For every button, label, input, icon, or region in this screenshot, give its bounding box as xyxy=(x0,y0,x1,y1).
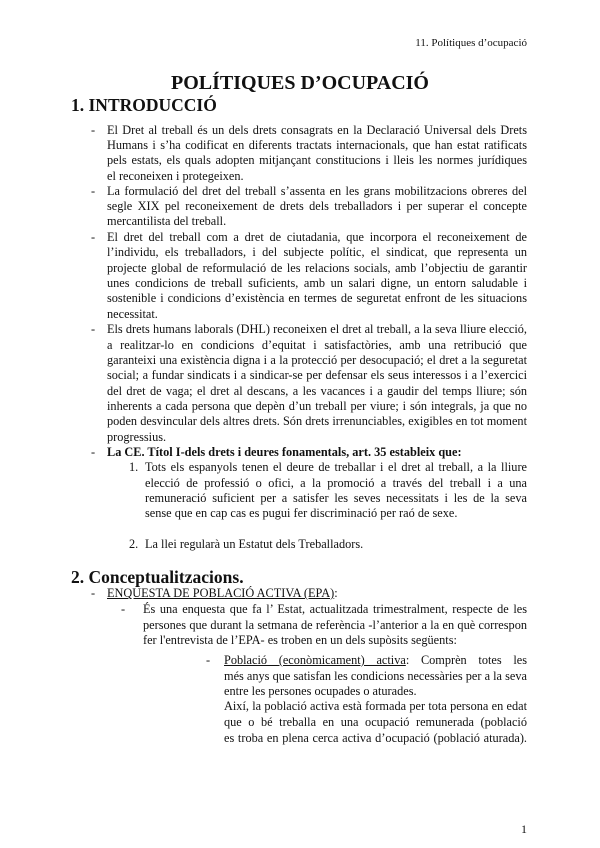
colon: : xyxy=(334,586,338,600)
text-line: projecte global de reformulació de les relacions socials, amb l’objectiu de garantir xyxy=(107,261,527,275)
running-header: 11. Polítiques d’ocupació xyxy=(415,37,527,49)
poblacio-activa-term: Població (econòmicament) activa xyxy=(224,653,406,667)
text-line: l’individu, els treballadors, i del subjecte polític, el sindicat, que representa un xyxy=(107,245,527,259)
text-line: sostenible i condicions d’existència en termes de seguretat enfront de les situacions xyxy=(107,291,527,305)
bullet-dash: - xyxy=(91,230,96,244)
text-line: social; a fundar sindicats i a sindicar-se per defensar els seus interessos i a l’exercici xyxy=(107,368,527,382)
text-line xyxy=(224,652,527,668)
text-line: Així, la població activa està formada per tota persona en edat xyxy=(224,699,527,713)
epa-term: ENQUESTA DE POBLACIÓ ACTIVA (EPA) xyxy=(107,586,335,600)
bullet-dash: - xyxy=(91,123,96,137)
text-line: progressius. xyxy=(107,430,167,444)
text-line: garanteixi una existència digna i a la protecció per desocupació; el dret a la seguretat xyxy=(107,353,527,367)
text-line: sense que en cap cas es pugui fer discriminació per raó de sexe. xyxy=(145,506,458,520)
text-line: el reconeixen i protegeixen. xyxy=(107,169,244,183)
text-line: El dret del treball com a dret de ciutadania, que incorpora el reconeixement de xyxy=(107,230,527,244)
text-line: Tots els espanyols tenen el deure de treballar i el dret al treball, a la lliure xyxy=(145,460,527,474)
text-line: La formulació del dret del treball s’assenta en les grans mobilitzacions obreres del xyxy=(107,184,527,198)
text-line: És una enquesta que fa l’ Estat, actualitzada trimestralment, respecte de les xyxy=(143,602,527,616)
text-line: persones que durant la setmana de referència -l’anterior a la en què correspon xyxy=(143,618,527,632)
text-line: El Dret al treball és un dels drets consagrats en la Declaració Universal dels Drets xyxy=(107,123,527,137)
bullet-dash: - xyxy=(206,653,211,667)
text-line: necessitat. xyxy=(107,307,158,321)
text-line: pels estats, els quals adopten mitjançant constitucions i lleis les normes jurídiques xyxy=(107,153,527,167)
bullet-dash: - xyxy=(121,602,126,616)
text-line: més anys que satisfan les condicions necessàries per a la seva xyxy=(224,669,527,683)
text-line: a realitzar-lo en condicions d’equitat i satisfactòries, amb una retribució que xyxy=(107,338,527,352)
text-line: fer l'entrevista de l’EPA- es troben en un dels supòsits següents: xyxy=(143,633,457,647)
bold-statement: La CE. Títol I-dels drets i deures fonamentals, art. 35 estableix que: xyxy=(107,445,462,459)
bullet-dash: - xyxy=(91,586,96,600)
text-line: remuneració suficient per a satisfer les seves necessitats i les de la seva xyxy=(145,491,527,505)
text-line: unes condicions de treball suficients, amb un salari digne, un entorn saludable i xyxy=(107,276,527,290)
text-line: Els drets humans laborals (DHL) reconeixen el dret al treball, a la seva lliure elecció, xyxy=(107,322,527,336)
text-line: poden desvincular dels altres drets. Són drets irrenunciables, exigibles en tot moment xyxy=(107,414,527,428)
bullet-dash: - xyxy=(91,322,96,336)
list-number: 2. xyxy=(129,537,139,551)
page-number: 1 xyxy=(521,822,527,836)
text-line: segle XIX pel reconeixement de drets dels treballadors i per superar el concepte xyxy=(107,199,527,213)
definition-text: : Comprèn totes les xyxy=(405,653,527,667)
text-line: entre les persones ocupades o aturades. xyxy=(224,684,417,698)
text-line: La llei regularà un Estatut dels Treballadors. xyxy=(145,537,364,551)
section-heading-introduccio: 1. INTRODUCCIÓ xyxy=(71,95,217,115)
document-title: POLÍTIQUES D’OCUPACIÓ xyxy=(171,72,429,94)
list-number: 1. xyxy=(129,460,139,474)
section-heading-conceptualitzacions: 2. Conceptualitzacions. xyxy=(71,567,244,587)
text-line: es troba en plena cerca activa d’ocupació (població aturada). xyxy=(224,731,527,745)
epa-subheading xyxy=(107,585,527,601)
text-line: inherents a cada persona que depèn d’un treball per viure; i són integrals, ja que no xyxy=(107,399,527,413)
text-line: que o bé treballa en una ocupació remunerada (població xyxy=(224,715,527,729)
bullet-dash: - xyxy=(91,184,96,198)
text-line: del dret de vaga; el dret al descans, a les vacances i a gaudir del temps lliure; són xyxy=(107,384,527,398)
text-line: elecció de professió o ofici, a la promoció a través del treball i a una xyxy=(145,476,527,490)
text-line: Humans i s’ha codificat en diferents tractats internacionals, que han estat ratificats xyxy=(107,138,527,152)
bullet-dash: - xyxy=(91,445,96,459)
text-line: mercantilista del treball. xyxy=(107,214,227,228)
